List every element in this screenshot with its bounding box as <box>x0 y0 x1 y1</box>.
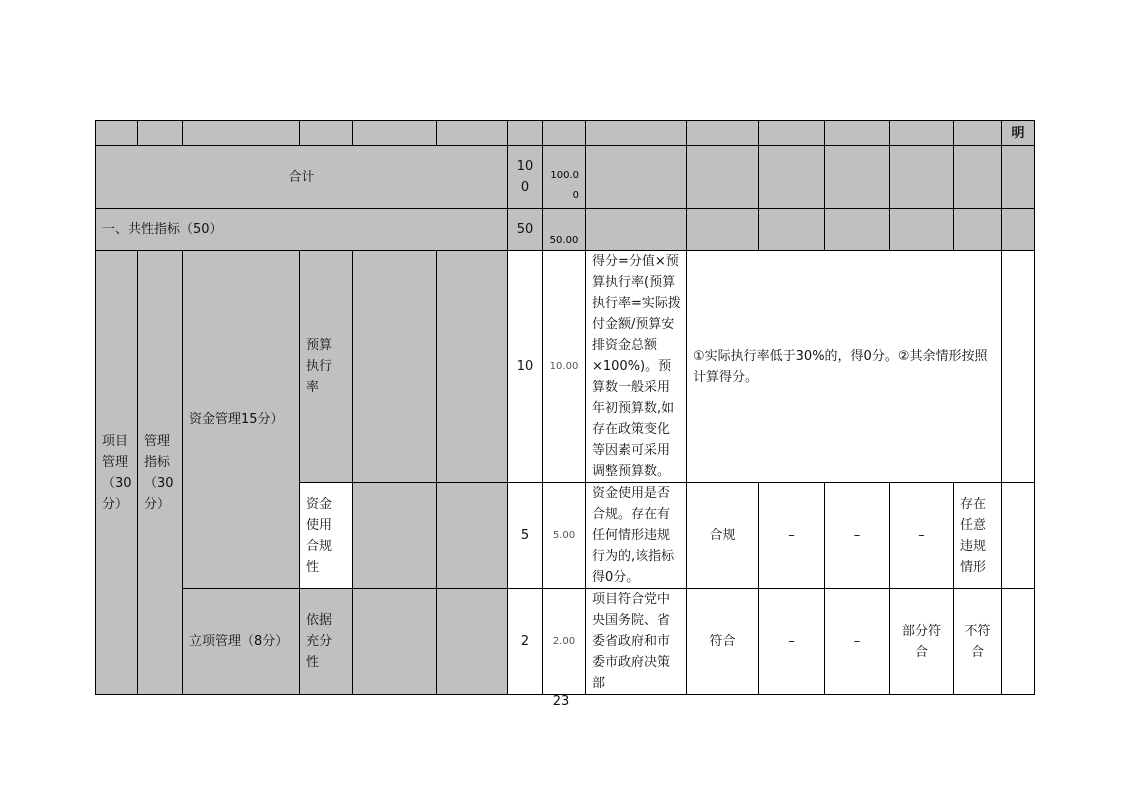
empty-cell <box>437 251 508 483</box>
empty-cell <box>1002 483 1035 589</box>
indicator-row <box>96 251 1035 483</box>
common-value-cell <box>543 209 586 251</box>
indicator-method: 项目符合党中央国务院、省委省政府和市委市政府决策部 <box>586 589 687 695</box>
total-value <box>543 146 586 209</box>
total-value-line1: 100.0 <box>550 170 579 181</box>
empty-cell <box>759 146 825 209</box>
empty-cell <box>1002 251 1035 483</box>
header-cell <box>138 121 183 146</box>
empty-cell <box>954 146 1002 209</box>
empty-cell <box>586 146 687 209</box>
indicator-value: 2.00 <box>543 589 586 695</box>
indicator-name: 预算 执行 率 <box>300 251 353 483</box>
header-cell <box>300 121 353 146</box>
total-score: 10 0 <box>508 146 543 209</box>
indicator-row <box>96 589 1035 695</box>
header-last-cell: 明 <box>1002 121 1035 146</box>
page-number: 23 <box>552 694 570 709</box>
indicator-value: 10.00 <box>543 251 586 483</box>
level2-indicator: 管理 指标 （30 分） <box>138 251 183 695</box>
grade-cell: 不符 合 <box>954 589 1002 695</box>
header-cell <box>954 121 1002 146</box>
empty-cell <box>586 209 687 251</box>
common-value: 50.00 <box>549 235 579 246</box>
empty-cell <box>353 589 437 695</box>
header-cell <box>825 121 890 146</box>
grade-cell: – <box>825 483 890 589</box>
header-cell <box>96 121 138 146</box>
header-cell <box>183 121 300 146</box>
indicator-method: 资金使用是否合规。存在有任何情形违规行为的,该指标得0分。 <box>586 483 687 589</box>
empty-cell <box>954 209 1002 251</box>
empty-cell <box>353 251 437 483</box>
grade-cell: 符合 <box>687 589 759 695</box>
grade-cell: – <box>759 589 825 695</box>
empty-cell <box>1002 209 1035 251</box>
indicator-note: ①实际执行率低于30%的，得0分。②其余情形按照计算得分。 <box>687 251 1002 483</box>
indicator-value: 5.00 <box>543 483 586 589</box>
header-cell <box>353 121 437 146</box>
total-label: 合计 <box>96 146 508 209</box>
empty-cell <box>825 209 890 251</box>
header-cell <box>759 121 825 146</box>
empty-cell <box>353 483 437 589</box>
group-fund: 资金管理15分） <box>183 251 300 589</box>
empty-cell <box>890 209 954 251</box>
empty-cell <box>759 209 825 251</box>
empty-cell <box>1002 146 1035 209</box>
header-cell <box>543 121 586 146</box>
empty-cell <box>437 589 508 695</box>
indicator-score: 10 <box>508 251 543 483</box>
indicator-score: 5 <box>508 483 543 589</box>
grade-cell: – <box>825 589 890 695</box>
header-cell <box>687 121 759 146</box>
level1-indicator: 项目 管理 （30 分） <box>96 251 138 695</box>
total-value-line2: 0 <box>572 190 579 201</box>
header-cell <box>437 121 508 146</box>
indicator-name: 资金 使用 合规 性 <box>300 483 353 589</box>
indicator-name: 依据 充分 性 <box>300 589 353 695</box>
header-row <box>96 121 1035 146</box>
empty-cell <box>687 209 759 251</box>
evaluation-table <box>95 120 1035 695</box>
total-row <box>96 146 1035 209</box>
grade-cell: – <box>759 483 825 589</box>
empty-cell <box>687 146 759 209</box>
indicator-score: 2 <box>508 589 543 695</box>
empty-cell <box>825 146 890 209</box>
common-label: 一、共性指标（50） <box>96 209 508 251</box>
common-row <box>96 209 1035 251</box>
indicator-method: 得分=分值×预算执行率(预算执行率=实际拨付金额/预算安排资金总额×100%)。预算数一般采用年初预算数,如存在政策变化等因素可采用调整预算数。 <box>586 251 687 483</box>
header-cell <box>508 121 543 146</box>
grade-cell: 部分符 合 <box>890 589 954 695</box>
group-project: 立项管理（8分） <box>183 589 300 695</box>
grade-cell: – <box>890 483 954 589</box>
empty-cell <box>437 483 508 589</box>
header-cell <box>586 121 687 146</box>
grade-cell: 存在 任意 违规 情形 <box>954 483 1002 589</box>
header-cell <box>890 121 954 146</box>
common-score: 50 <box>508 209 543 251</box>
empty-cell <box>890 146 954 209</box>
grade-cell: 合规 <box>687 483 759 589</box>
empty-cell <box>1002 589 1035 695</box>
